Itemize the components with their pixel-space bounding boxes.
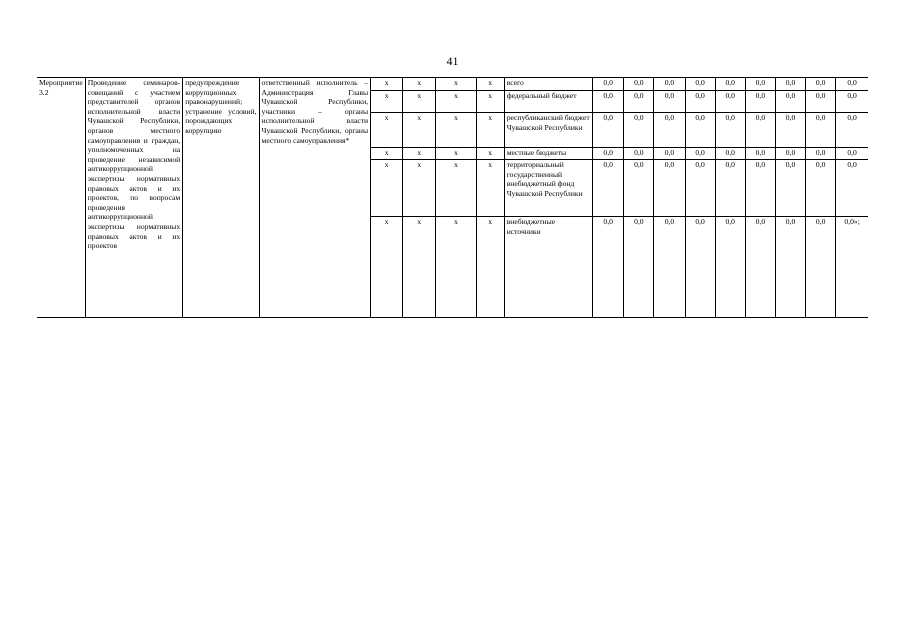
value-cell: 0,0 — [593, 160, 624, 217]
code-cell: x — [476, 217, 504, 318]
code-cell: x — [436, 91, 476, 113]
measure-goal: предупреждение коррупционных правонарушений; устранение условий, порождающих коррупцию — [183, 78, 259, 318]
value-cell: 0,0 — [775, 78, 805, 91]
value-cell: 0,0 — [745, 217, 775, 318]
value-cell: 0,0 — [654, 113, 685, 148]
value-cell: 0,0 — [806, 78, 836, 91]
value-cell: 0,0 — [593, 113, 624, 148]
value-cell: 0,0 — [624, 78, 654, 91]
value-cell: 0,0 — [715, 78, 745, 91]
value-cell: 0,0 — [745, 113, 775, 148]
code-cell: x — [403, 217, 436, 318]
value-cell: 0,0 — [806, 91, 836, 113]
value-cell: 0,0 — [624, 217, 654, 318]
value-cell: 0,0 — [593, 148, 624, 160]
code-cell: x — [436, 160, 476, 217]
value-cell: 0,0 — [593, 78, 624, 91]
value-cell: 0,0 — [624, 91, 654, 113]
code-cell: x — [476, 91, 504, 113]
value-cell: 0,0 — [836, 160, 868, 217]
code-cell: x — [476, 160, 504, 217]
value-cell: 0,0 — [806, 217, 836, 318]
value-cell: 0,0 — [836, 91, 868, 113]
code-cell: x — [403, 78, 436, 91]
value-cell: 0,0 — [806, 160, 836, 217]
value-cell: 0,0 — [654, 160, 685, 217]
code-cell: x — [476, 148, 504, 160]
value-cell: 0,0 — [715, 217, 745, 318]
value-cell: 0,0 — [806, 113, 836, 148]
code-cell: x — [371, 160, 403, 217]
value-cell: 0,0 — [624, 113, 654, 148]
value-cell: 0,0»; — [836, 217, 868, 318]
value-cell: 0,0 — [593, 91, 624, 113]
code-cell: x — [436, 78, 476, 91]
funding-source: территориальный государственный внебюджетный фонд Чувашской Республики — [504, 160, 592, 217]
measure-executor: ответственный исполнитель – Администрация Главы Чувашской Республики, участники – органы исполнительной власти Чувашской Республики, органы местного самоуправления* — [259, 78, 371, 318]
value-cell: 0,0 — [836, 113, 868, 148]
measure-description: Проведение семинаров-совещаний с участием представителей органов исполнительной власти Чувашской Республики, органов местного самоуправления и граждан, уполномоченных на проведение независимой антикоррупционной экспертизы нормативных правовых актов и их проектов, по вопросам проведения антикоррупционной экспертизы нормативных правовых актов и их проектов — [85, 78, 182, 318]
value-cell: 0,0 — [654, 148, 685, 160]
value-cell: 0,0 — [745, 160, 775, 217]
code-cell: x — [403, 113, 436, 148]
value-cell: 0,0 — [685, 113, 715, 148]
value-cell: 0,0 — [654, 78, 685, 91]
value-cell: 0,0 — [715, 160, 745, 217]
value-cell: 0,0 — [685, 78, 715, 91]
value-cell: 0,0 — [715, 113, 745, 148]
measure-label: Мероприятие 3.2 — [37, 78, 85, 318]
value-cell: 0,0 — [685, 160, 715, 217]
code-cell: x — [436, 148, 476, 160]
value-cell: 0,0 — [715, 148, 745, 160]
code-cell: x — [371, 113, 403, 148]
page-number: 41 — [446, 54, 459, 68]
value-cell: 0,0 — [836, 78, 868, 91]
value-cell: 0,0 — [624, 148, 654, 160]
value-cell: 0,0 — [836, 148, 868, 160]
funding-source: внебюджетные источники — [504, 217, 592, 318]
table-row — [37, 78, 868, 91]
value-cell: 0,0 — [654, 217, 685, 318]
value-cell: 0,0 — [715, 91, 745, 113]
code-cell: x — [403, 148, 436, 160]
code-cell: x — [371, 148, 403, 160]
code-cell: x — [371, 91, 403, 113]
value-cell: 0,0 — [775, 91, 805, 113]
value-cell: 0,0 — [624, 160, 654, 217]
funding-source: федеральный бюджет — [504, 91, 592, 113]
value-cell: 0,0 — [775, 113, 805, 148]
funding-source: республиканский бюджет Чувашской Республики — [504, 113, 592, 148]
value-cell: 0,0 — [745, 148, 775, 160]
value-cell: 0,0 — [775, 148, 805, 160]
value-cell: 0,0 — [745, 78, 775, 91]
value-cell: 0,0 — [685, 148, 715, 160]
code-cell: x — [403, 160, 436, 217]
code-cell: x — [476, 78, 504, 91]
value-cell: 0,0 — [593, 217, 624, 318]
value-cell: 0,0 — [745, 91, 775, 113]
funding-source: местные бюджеты — [504, 148, 592, 160]
value-cell: 0,0 — [775, 160, 805, 217]
program-table — [37, 77, 868, 318]
value-cell: 0,0 — [685, 217, 715, 318]
value-cell: 0,0 — [685, 91, 715, 113]
value-cell: 0,0 — [775, 217, 805, 318]
code-cell: x — [403, 91, 436, 113]
code-cell: x — [436, 217, 476, 318]
code-cell: x — [371, 217, 403, 318]
code-cell: x — [476, 113, 504, 148]
code-cell: x — [436, 113, 476, 148]
funding-source: всего — [504, 78, 592, 91]
code-cell: x — [371, 78, 403, 91]
value-cell: 0,0 — [654, 91, 685, 113]
value-cell: 0,0 — [806, 148, 836, 160]
